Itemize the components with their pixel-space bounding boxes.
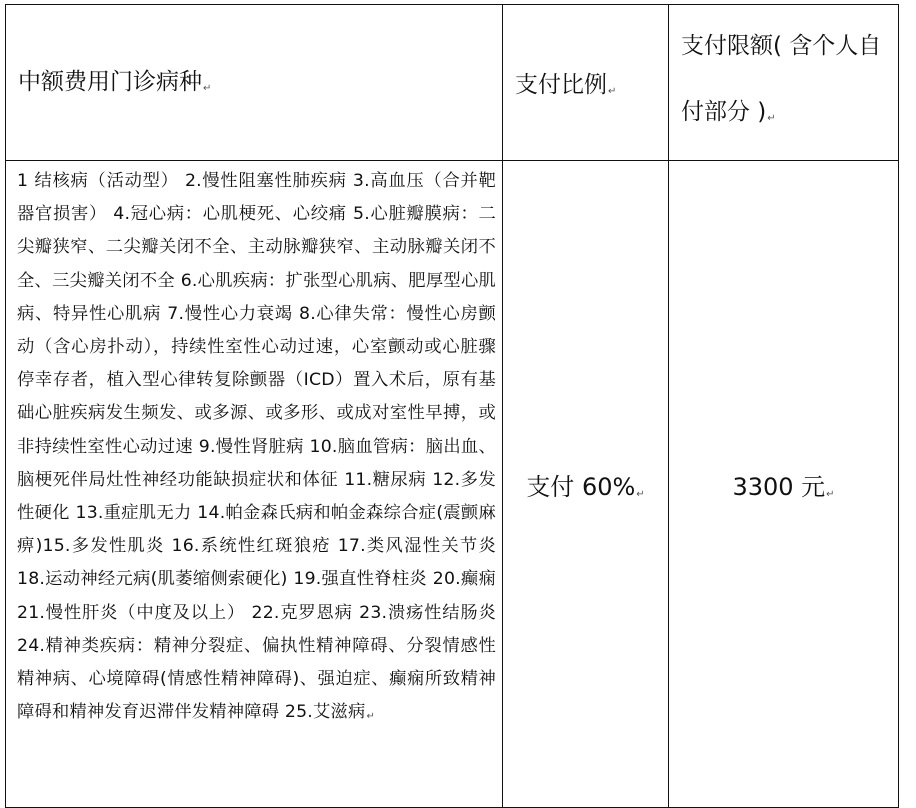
payment-ratio-value: 支付 60% bbox=[526, 472, 636, 501]
paragraph-mark-icon: ↵ bbox=[826, 488, 835, 500]
paragraph-mark-icon: ↵ bbox=[767, 113, 776, 124]
header-payment-ratio-text: 支付比例 bbox=[515, 72, 607, 98]
payment-limit-cell bbox=[669, 161, 899, 808]
disease-list-text: 1 结核病（活动型） 2.慢性阻塞性肺疾病 3.高血压（合并靶器官损害） 4.冠心病：心肌梗死、心绞痛 5.心脏瓣膜病：二尖瓣狭窄、二尖瓣关闭不全、主动脉瓣狭窄、主动脉瓣关闭不全、三尖瓣关闭不全 6.心肌疾病：扩张型心肌病、肥厚型心肌病、特异性心肌病 7.慢性心力衰竭 8.心律失常：慢性心房颤动（含心房扑动），持续性室性心动过速，心室颤动或心脏骤停幸存者，植入型心律转复除颤器（ICD）置入术后，原有基础心脏疾病发生频发、或多源、或多形、或成对室性早搏，或非持续性室性心动过速 9.慢性肾脏病 10.脑血管病：脑出血、脑梗死伴局灶性神经功能缺损症状和体征 11.糖尿病 12.多发性硬化 13.重症肌无力 14.帕金森氏病和帕金森综合症(震颤麻痹)15.多发性肌炎 16.系统性红斑狼疮 17.类风湿性关节炎 18.运动神经元病(肌萎缩侧索硬化) 19.强直性脊柱炎 20.癫痫 21.慢性肝炎（中度及以上） 22.克罗恩病 23.溃疡性结肠炎 24.精神类疾病：精神分裂症、偏执性精神障碍、分裂情感性精神病、心境障碍(情感性精神障碍)、强迫症、癫痫所致精神障碍和精神发育迟滞伴发精神障碍 25.艾滋病 bbox=[17, 171, 496, 723]
paragraph-mark-icon: ↵ bbox=[366, 711, 376, 723]
header-disease-category-text: 中额费用门诊病种 bbox=[18, 68, 202, 95]
header-payment-limit bbox=[669, 5, 899, 161]
paragraph-mark-icon: ↵ bbox=[203, 82, 212, 94]
table-header-row bbox=[6, 5, 899, 161]
paragraph-mark-icon: ↵ bbox=[608, 86, 617, 97]
header-payment-limit-line2: 付部分 ) bbox=[681, 99, 767, 125]
payment-limit-value: 3300 元 bbox=[732, 472, 826, 501]
table-row bbox=[6, 161, 899, 808]
payment-ratio-cell bbox=[503, 161, 669, 808]
header-disease-category bbox=[6, 5, 503, 161]
disease-list-cell bbox=[6, 161, 503, 808]
paragraph-mark-icon: ↵ bbox=[636, 488, 645, 500]
outpatient-disease-table bbox=[5, 4, 899, 808]
header-payment-limit-line1: 支付限额( 含个人自 bbox=[681, 33, 882, 59]
header-payment-ratio bbox=[503, 5, 669, 161]
